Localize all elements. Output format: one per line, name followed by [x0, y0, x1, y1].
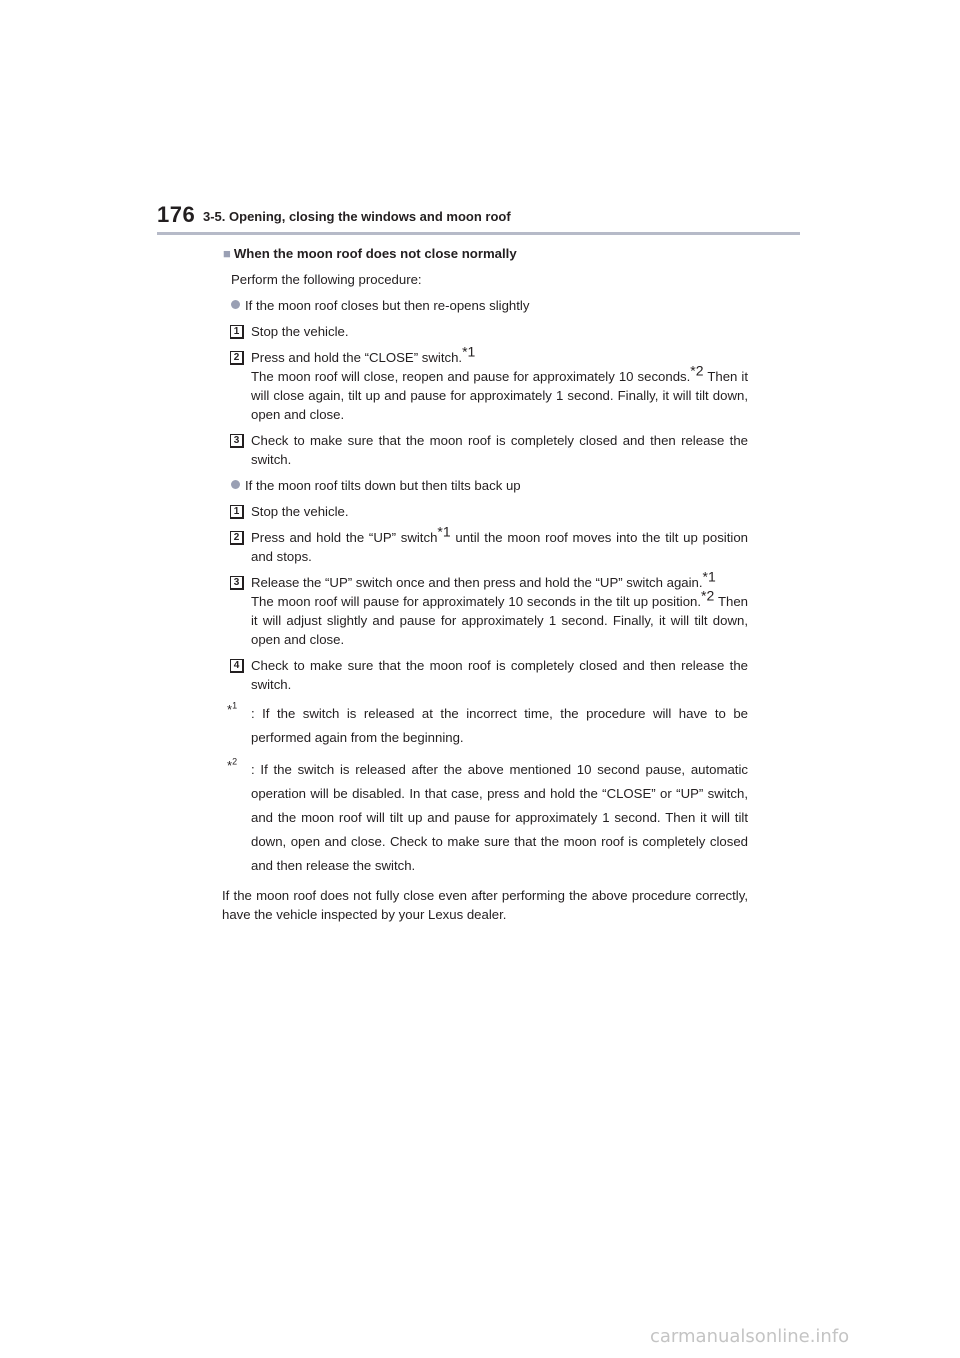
- footnote-mark: *$^1$: [227, 700, 238, 717]
- watermark: carmanualsonline.info: [650, 1326, 850, 1347]
- footnote-mark: *$^2$: [227, 756, 238, 773]
- footnote-2: *$^2$ : If the switch is released after the above mentioned 10 second pause, automatic operation will be disabled. In that case, press and hold the “CLOSE” or “UP” switch, and the moon roof will tilt up and pause for approximately 1 second. Then it will tilt down, open and close. Check to make sure that the moon roof is completely closed and then release the switch.: [251, 758, 748, 878]
- case2-step-2: 2 Press and hold the “UP” switch$^{*1}$ until the moon roof moves into the tilt up position and stops.: [251, 528, 748, 566]
- step-number-badge: 3: [230, 576, 244, 590]
- case1-title: If the moon roof closes but then re-opens slightly: [231, 296, 748, 315]
- bullet-dot-icon: [231, 300, 240, 309]
- step-number-badge: 2: [230, 351, 244, 365]
- main-content: [222, 244, 748, 924]
- page-number: 176: [157, 202, 196, 227]
- square-bullet-icon: ■: [223, 246, 231, 261]
- section-heading: ■ When the moon roof does not close normally: [223, 246, 517, 261]
- step-number-badge: 1: [230, 505, 244, 519]
- section-title: 3-5. Opening, closing the windows and moon roof: [203, 209, 511, 224]
- step-number-badge: 4: [230, 659, 244, 673]
- footnote-1: *$^1$ : If the switch is released at the incorrect time, the procedure will have to be performed again from the beginning.: [251, 702, 748, 750]
- bullet-dot-icon: [231, 480, 240, 489]
- case2-title: If the moon roof tilts down but then tilts back up: [231, 476, 748, 495]
- case1-step-1: 1 Stop the vehicle.: [251, 322, 748, 341]
- case2-step-3: 3 Release the “UP” switch once and then press and hold the “UP” switch again.$^{*1}$ The moon roof will pause for approximately 10 seconds in the tilt up position.$^{*2}$ Then it will adjust slightly and pause for approximately 1 second. Finally, it will tilt down, open and close.: [251, 573, 748, 649]
- step-number-badge: 1: [230, 325, 244, 339]
- header-rule: [157, 232, 800, 235]
- case1-step-2: 2 Press and hold the “CLOSE” switch.$^{*1}$ The moon roof will close, reopen and pause for approximately 10 seconds.$^{*2}$ Then it will close again, tilt up and pause for approximately 1 second. Finally, it will tilt down, open and close.: [251, 348, 748, 424]
- closing-paragraph: If the moon roof does not fully close even after performing the above procedure correctly, have the vehicle inspected by your Lexus dealer.: [222, 888, 748, 922]
- case2-step-1: 1 Stop the vehicle.: [251, 502, 748, 521]
- intro-text: Perform the following procedure:: [231, 272, 422, 287]
- step-number-badge: 2: [230, 531, 244, 545]
- page-header: [157, 202, 800, 236]
- case1-step-3: 3 Check to make sure that the moon roof is completely closed and then release the switch.: [251, 431, 748, 469]
- case2-step-4: 4 Check to make sure that the moon roof is completely closed and then release the switch.: [251, 656, 748, 694]
- step-number-badge: 3: [230, 434, 244, 448]
